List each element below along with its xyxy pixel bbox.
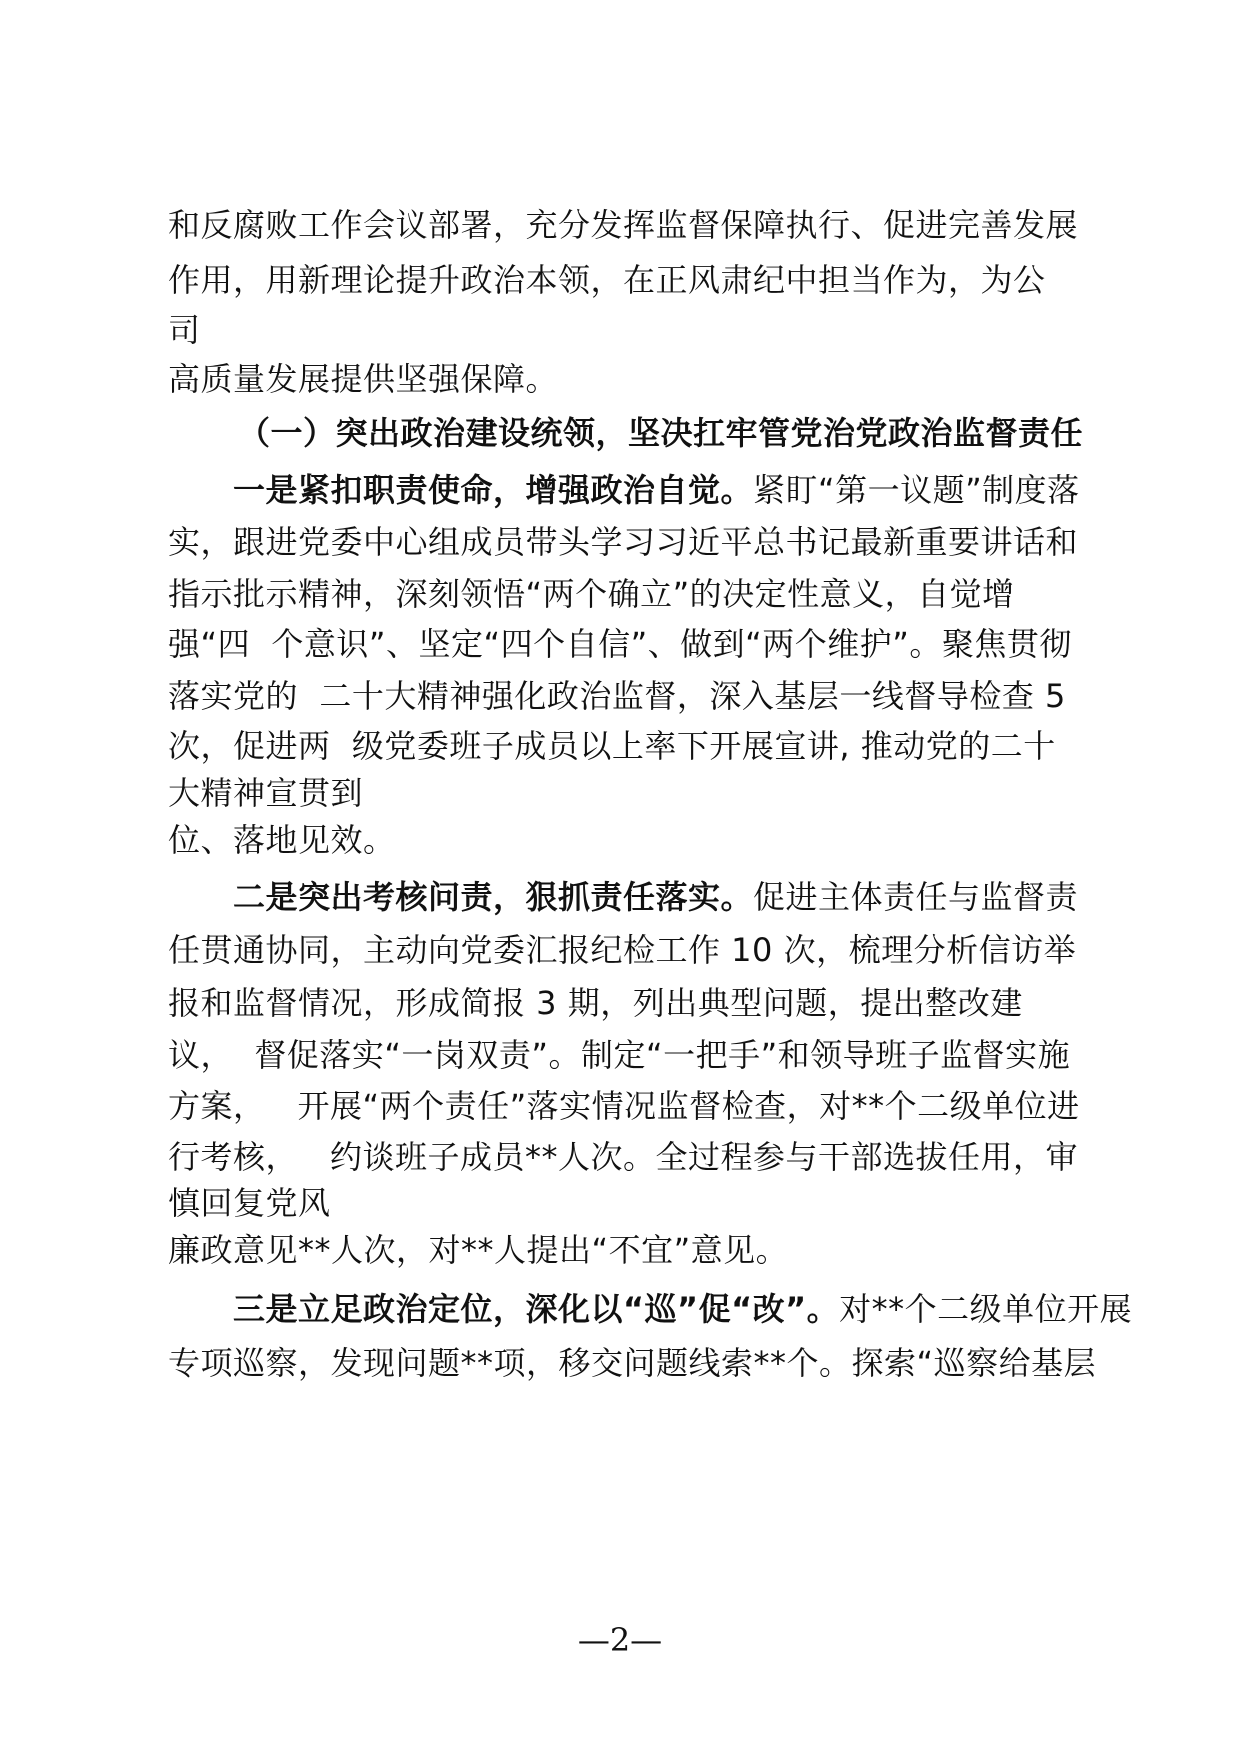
paragraph-lead-line — [233, 877, 1078, 917]
body-line: 议， 督促落实“一岗双责”。制定“一把手”和领导班子监督实施 — [168, 1036, 1071, 1074]
body-line: 司 — [168, 311, 201, 349]
body-line: 专项巡察，发现问题**项，移交问题线索**个。探索“巡察给基层 — [168, 1344, 1097, 1382]
body-text: 对**个二级单位开展 — [839, 1290, 1133, 1328]
body-line: 方案， 开展“两个责任”落实情况监督检查，对**个二级单位进 — [168, 1087, 1080, 1125]
body-line: 位、落地见效。 — [168, 821, 396, 859]
body-line: 大精神宣贯到 — [168, 774, 364, 812]
body-line: 次，促进两 级党委班子成员以上率下开展宣讲, 推动党的二十 — [168, 727, 1056, 765]
body-line: 行考核， 约谈班子成员**人次。全过程参与干部选拔任用，审 — [168, 1138, 1079, 1176]
page-number: —2— — [577, 1621, 663, 1659]
body-line: 和反腐败工作会议部署，充分发挥监督保障执行、促进完善发展 — [168, 206, 1079, 244]
paragraph-heading: 二是突出考核问责，狠抓责任落实。 — [233, 878, 754, 916]
paragraph-lead-line — [233, 1289, 1132, 1329]
body-text: 紧盯“第一议题”制度落 — [753, 471, 1080, 509]
paragraph-lead-line — [233, 470, 1080, 510]
body-line: 高质量发展提供坚强保障。 — [168, 360, 559, 398]
section-heading: （一）突出政治建设统领，坚决扛牢管党治党政治监督责任 — [238, 414, 1084, 452]
body-line: 任贯通协同，主动向党委汇报纪检工作 10 次，梳理分析信访举 — [168, 931, 1077, 969]
body-line: 落实党的 二十大精神强化政治监督，深入基层一线督导检查 5 — [168, 677, 1066, 715]
body-line: 报和监督情况，形成简报 3 期，列出典型问题，提出整改建 — [168, 984, 1023, 1022]
body-line: 指示批示精神，深刻领悟“两个确立”的决定性意义，自觉增 — [168, 575, 1015, 613]
body-text: 促进主体责任与监督责 — [753, 878, 1079, 916]
body-line: 慎回复党风 — [168, 1184, 331, 1222]
body-line: 强“四 个意识”、坚定“四个自信”、做到“两个维护”。聚焦贯彻 — [168, 625, 1072, 663]
body-line: 实，跟进党委中心组成员带头学习习近平总书记最新重要讲话和 — [168, 523, 1079, 561]
paragraph-heading: 三是立足政治定位，深化以“巡”促“改”。 — [233, 1290, 840, 1328]
paragraph-heading: 一是紧扣职责使命，增强政治自觉。 — [233, 471, 754, 509]
body-line: 作用，用新理论提升政治本领，在正风肃纪中担当作为，为公 — [168, 261, 1046, 299]
body-line: 廉政意见**人次，对**人提出“不宜”意见。 — [168, 1231, 789, 1269]
